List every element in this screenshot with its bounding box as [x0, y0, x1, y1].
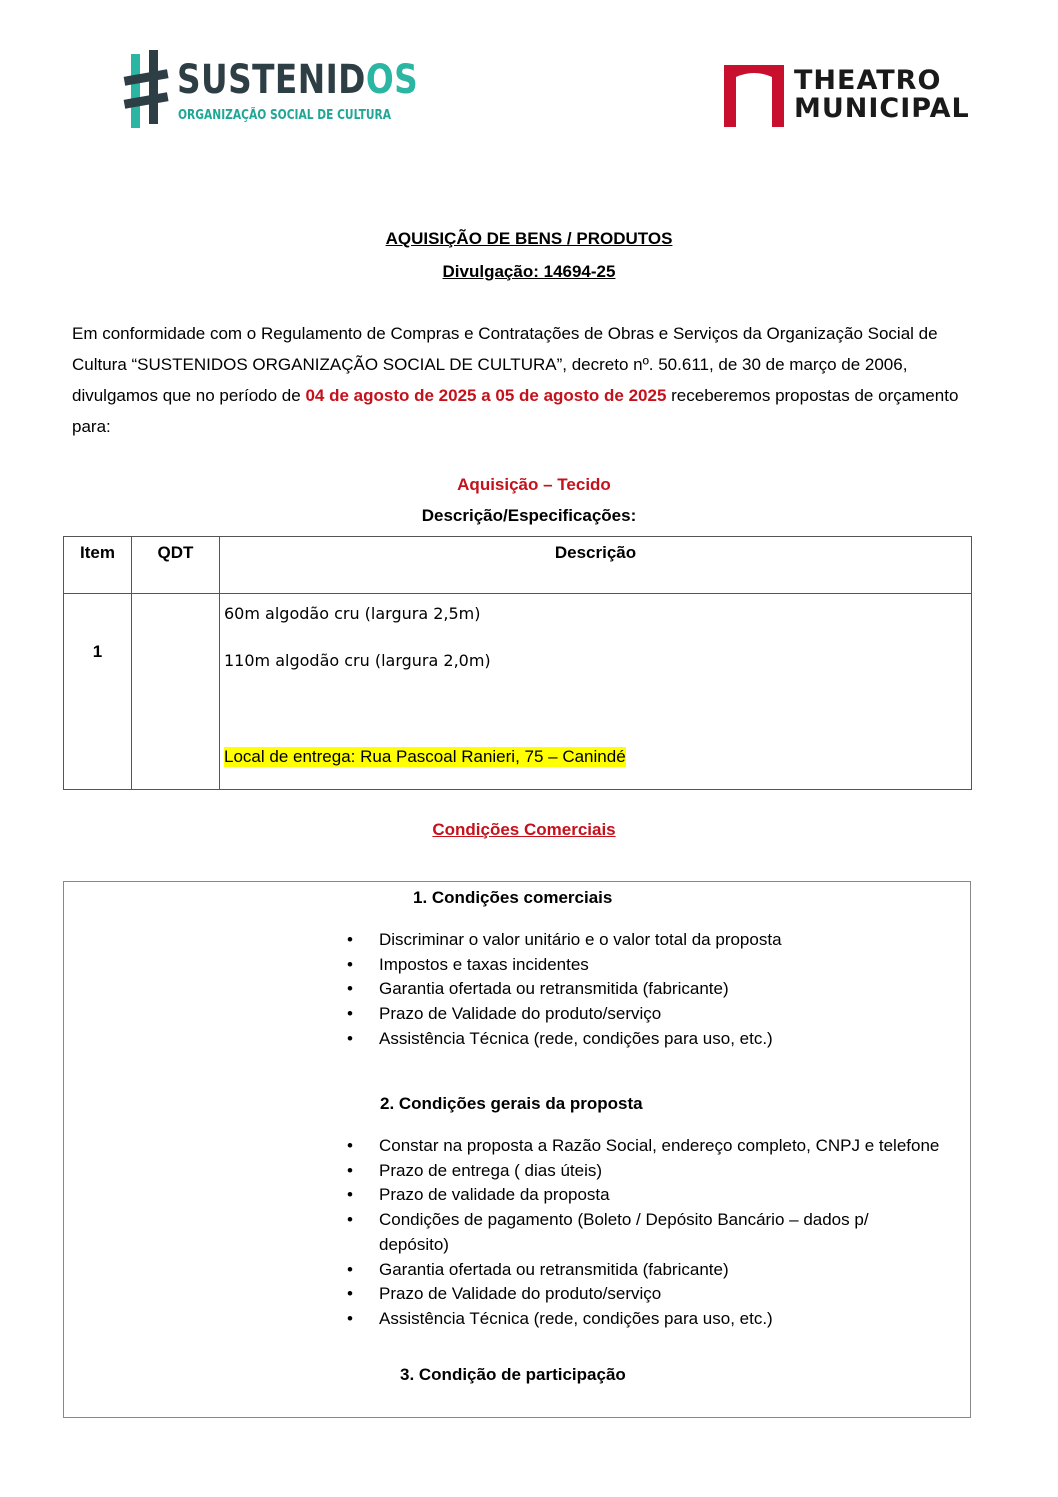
- item-description: [220, 594, 972, 790]
- intro-text: Em conformidade com o Regulamento de Compras e Contratações de Obras e Serviços da Organização Social de Cultura “SUSTENIDOS ORGANIZAÇÃO SOCIAL DE CULTURA”, decreto nº. 50.611, de 30 de março de 2006, divulgamos que no período de: [72, 324, 938, 405]
- section-heading-participation: 3. Condição de participação: [400, 1365, 626, 1384]
- hashtag-logo-icon: [122, 50, 172, 130]
- item-number: 1: [64, 594, 132, 790]
- theatro-arch-icon: [722, 63, 786, 129]
- conditions-box: [63, 881, 971, 1418]
- list-item: • Garantia ofertada ou retransmitida (fabricante): [347, 1258, 953, 1283]
- col-description: Descrição: [220, 537, 972, 594]
- sustenidos-wordmark: SUSTENIDOS: [177, 57, 419, 103]
- col-qdt: QDT: [132, 537, 220, 594]
- list-item: • Assistência Técnica (rede, condições para uso, etc.): [347, 1307, 953, 1332]
- conditions-title: Condições Comerciais: [432, 820, 616, 839]
- list-item: • Assistência Técnica (rede, condições para uso, etc.): [347, 1027, 782, 1052]
- general-conditions-list: [347, 1134, 953, 1332]
- table-header-row: [64, 537, 972, 594]
- description-line: 110m algodão cru (largura 2,0m): [224, 651, 491, 670]
- sustenidos-tagline: ORGANIZAÇÃO SOCIAL DE CULTURA: [178, 108, 392, 123]
- list-item: • Impostos e taxas incidentes: [347, 953, 782, 978]
- section-heading-general: 2. Condições gerais da proposta: [380, 1094, 643, 1113]
- list-item: • Garantia ofertada ou retransmitida (fabricante): [347, 977, 782, 1002]
- item-qdt: [132, 594, 220, 790]
- acquisition-heading: Aquisição – Tecido: [457, 475, 611, 494]
- commercial-conditions-list: [347, 928, 782, 1052]
- list-item: • Prazo de Validade do produto/serviço: [347, 1282, 953, 1307]
- description-line: 60m algodão cru (largura 2,5m): [224, 604, 481, 623]
- section-heading-commercial: 1. Condições comerciais: [413, 888, 613, 907]
- items-table: [63, 536, 972, 790]
- list-item: • Constar na proposta a Razão Social, endereço completo, CNPJ e telefone: [347, 1134, 953, 1159]
- list-item: • Prazo de validade da proposta: [347, 1183, 953, 1208]
- spec-label: Descrição/Especificações:: [421, 506, 637, 525]
- col-item: Item: [64, 537, 132, 594]
- list-item: • Prazo de entrega ( dias úteis): [347, 1159, 953, 1184]
- table-row: [64, 594, 972, 790]
- proposal-period: 04 de agosto de 2025 a 05 de agosto de 2025: [305, 386, 667, 405]
- page-title: AQUISIÇÃO DE BENS / PRODUTOS: [385, 229, 673, 248]
- intro-text-end: receberemos propostas de orçamento para:: [72, 386, 959, 436]
- theatro-municipal-logo: [722, 63, 970, 133]
- list-item: • Condições de pagamento (Boleto / Depósito Bancário – dados p/ depósito): [347, 1208, 899, 1257]
- intro-paragraph: [72, 318, 992, 442]
- sustenidos-logo: [122, 50, 419, 130]
- disclosure-number: Divulgação: 14694-25: [442, 262, 616, 281]
- list-item: • Prazo de Validade do produto/serviço: [347, 1002, 782, 1027]
- theatro-wordmark: THEATRO MUNICIPAL: [794, 65, 970, 124]
- delivery-location: Local de entrega: Rua Pascoal Ranieri, 75 – Canindé: [224, 747, 626, 766]
- list-item: • Discriminar o valor unitário e o valor total da proposta: [347, 928, 782, 953]
